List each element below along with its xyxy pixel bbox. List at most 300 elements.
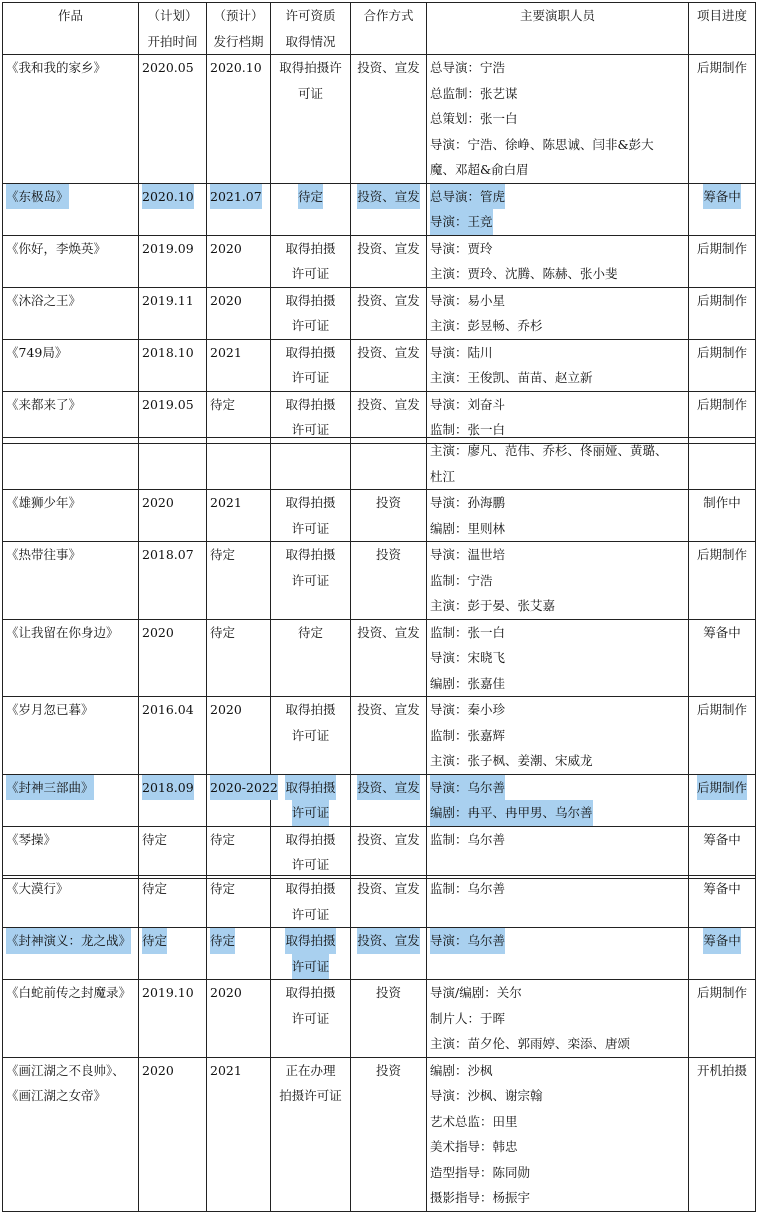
cell-mode: [351, 774, 427, 826]
cell-text: （预计）: [213, 8, 264, 23]
cell-mode: [351, 542, 427, 620]
cell-line: [271, 954, 350, 980]
cell-mode: [351, 183, 427, 235]
cell-text: 导演：沙枫、谢宗翰: [430, 1088, 543, 1103]
cell-text: 摄影指导：杨振宇: [430, 1190, 531, 1205]
cell-line: [430, 980, 688, 1006]
cell-text: 主要演职人员: [519, 8, 595, 23]
cell-text: 导演：王竞: [430, 209, 493, 235]
cell-line: [271, 827, 350, 853]
cell-text: 2020: [210, 292, 242, 308]
cell-text: 美术指导：韩忠: [430, 1139, 518, 1154]
cell-line: [271, 928, 350, 954]
cell-line: [271, 1006, 350, 1032]
cell-mode: [351, 697, 427, 775]
cell-text: 《749局》: [6, 344, 68, 360]
cell-release: [207, 697, 271, 775]
cell-license: [271, 980, 351, 1058]
cell-mode: [351, 980, 427, 1058]
cell-title: [3, 876, 139, 928]
cell-start: [139, 542, 207, 620]
cell-release: [207, 542, 271, 620]
cell-staff: [427, 490, 689, 542]
table-row: [3, 490, 756, 542]
cell-text: 导演：秦小珍: [430, 702, 506, 717]
cell-staff: [427, 55, 689, 184]
cell-line: [430, 568, 688, 594]
cell-text: 取得拍摄: [285, 240, 336, 256]
cell-text: 《大漠行》: [6, 881, 69, 896]
cell-line: [430, 1109, 688, 1135]
cell-status: [689, 542, 756, 620]
projects-table-part-2: [2, 437, 756, 879]
cell-title: [3, 619, 139, 697]
cell-line: [139, 29, 206, 55]
cell-line: [430, 723, 688, 749]
cell-text: 导演：宋晓飞: [430, 650, 506, 665]
cell-start: [139, 928, 207, 980]
cell-line: [271, 620, 350, 646]
cell-text: 投资、宣发: [357, 928, 420, 954]
cell-text: 主演：苗夕伦、郭雨婷、栾添、唐颂: [430, 1036, 631, 1051]
cell-staff: [427, 826, 689, 878]
cell-status: [689, 826, 756, 878]
cell-text: 投资、宣发: [357, 881, 420, 896]
cell-line: [430, 236, 688, 262]
cell-start: [139, 235, 207, 287]
cell-line: [430, 697, 688, 723]
cell-status: [689, 1057, 756, 1211]
cell-title: [3, 697, 139, 775]
header-license: [271, 3, 351, 55]
cell-text: 待定: [142, 881, 168, 896]
cell-text: 投资: [375, 1062, 401, 1078]
table-row: [3, 438, 756, 490]
cell-start: [139, 438, 207, 490]
cell-start: [139, 55, 207, 184]
cell-line: [271, 288, 350, 314]
cell-text: 《你好，李焕英》: [6, 240, 107, 256]
cell-text: 开机拍摄: [696, 1062, 747, 1078]
cell-text: 2020.05: [142, 60, 194, 75]
cell-text: 后期制作: [696, 344, 747, 360]
cell-status: [689, 774, 756, 826]
cell-line: [430, 928, 688, 954]
cell-text: 监制：乌尔善: [430, 881, 506, 896]
table-row: [3, 774, 756, 826]
cell-status: [689, 490, 756, 542]
cell-text: 许可证: [292, 800, 330, 826]
cell-mode: [351, 391, 427, 443]
cell-text: 魔、邓超&俞白眉: [430, 162, 529, 177]
cell-text: 许可证: [291, 422, 330, 437]
cell-line: [430, 157, 688, 183]
cell-text: 《来都来了》: [6, 396, 82, 412]
cell-license: [271, 55, 351, 184]
cell-text: 投资、宣发: [357, 344, 420, 360]
cell-text: 许可证: [291, 370, 330, 385]
cell-license: [271, 697, 351, 775]
projects-table-part-3: [2, 875, 756, 1212]
cell-line: [430, 365, 688, 391]
cell-status: [689, 876, 756, 928]
cell-line: [271, 365, 350, 391]
cell-line: [430, 876, 688, 902]
cell-line: [271, 697, 350, 723]
cell-line: [271, 392, 350, 418]
cell-text: 可证: [297, 85, 323, 101]
cell-text: 筹备中: [703, 624, 741, 640]
cell-line: [430, 1185, 688, 1211]
cell-text: 2016.04: [142, 702, 194, 717]
header-staff: [427, 3, 689, 55]
table-row: [3, 928, 756, 980]
cell-license: [271, 490, 351, 542]
cell-line: [430, 516, 688, 542]
cell-text: 2018.09: [142, 775, 194, 801]
header-mode: [351, 3, 427, 55]
cell-text: 取得情况: [285, 33, 336, 49]
cell-release: [207, 438, 271, 490]
cell-status: [689, 339, 756, 391]
cell-staff: [427, 1057, 689, 1211]
cell-text: 筹备中: [703, 881, 741, 896]
cell-text: 许可证: [291, 266, 330, 281]
table-row: [3, 55, 756, 184]
cell-title: [3, 490, 139, 542]
header-start: [139, 3, 207, 55]
cell-status: [689, 619, 756, 697]
cell-text: 筹备中: [703, 928, 741, 954]
cell-start: [139, 287, 207, 339]
cell-status: [689, 697, 756, 775]
cell-release: [207, 619, 271, 697]
cell-release: [207, 1057, 271, 1211]
cell-line: [430, 288, 688, 314]
cell-license: [271, 438, 351, 490]
cell-staff: [427, 339, 689, 391]
cell-text: 监制：乌尔善: [430, 831, 506, 847]
cell-text: 总导演：管虎: [430, 184, 505, 210]
table-row: [3, 339, 756, 391]
cell-text: 2019.10: [142, 985, 194, 1000]
cell-text: 待定: [297, 624, 323, 640]
cell-staff: [427, 619, 689, 697]
cell-text: 2021: [210, 1062, 242, 1078]
header-release: [207, 3, 271, 55]
cell-release: [207, 980, 271, 1058]
cell-text: 《白蛇前传之封魔录》: [6, 985, 132, 1000]
cell-line: [271, 1058, 350, 1084]
table-row: [3, 235, 756, 287]
cell-line: [430, 593, 688, 619]
cell-mode: [351, 619, 427, 697]
cell-staff: [427, 774, 689, 826]
cell-release: [207, 339, 271, 391]
cell-text: 后期制作: [696, 702, 747, 717]
cell-text: 待定: [298, 184, 323, 210]
cell-mode: [351, 928, 427, 980]
cell-text: 取得拍摄: [285, 881, 336, 896]
cell-text: 监制：张一白: [430, 624, 506, 640]
table-row: [3, 183, 756, 235]
cell-license: [271, 183, 351, 235]
cell-line: [271, 340, 350, 366]
cell-line: [430, 55, 688, 81]
table-row: [3, 619, 756, 697]
table-row: [3, 697, 756, 775]
cell-line: [430, 392, 688, 418]
cell-line: [430, 209, 688, 235]
header-status: [689, 3, 756, 55]
cell-text: 取得拍摄: [285, 985, 336, 1000]
cell-license: [271, 391, 351, 443]
cell-text: 主演：彭昱畅、乔杉: [430, 318, 543, 333]
cell-title: [3, 391, 139, 443]
cell-line: [430, 1031, 688, 1057]
cell-text: 编剧：冉平、冉甲男、乌尔善: [430, 800, 593, 826]
cell-line: [430, 106, 688, 132]
cell-line: [271, 81, 350, 107]
cell-release: [207, 287, 271, 339]
table-row: [3, 876, 756, 928]
cell-line: [271, 236, 350, 262]
cell-title: [3, 287, 139, 339]
cell-text: 待定: [142, 928, 167, 954]
cell-release: [207, 183, 271, 235]
cell-line: [207, 29, 270, 55]
cell-line: [351, 3, 426, 29]
cell-text: 2019.11: [142, 292, 194, 308]
cell-staff: [427, 287, 689, 339]
cell-start: [139, 391, 207, 443]
cell-text: 取得拍摄许: [279, 60, 342, 75]
cell-start: [139, 697, 207, 775]
cell-text: 待定: [210, 624, 236, 640]
cell-text: 投资、宣发: [357, 775, 420, 801]
cell-text: 2018.07: [142, 547, 194, 562]
cell-text: 导演：陆川: [430, 344, 493, 360]
cell-line: [430, 748, 688, 774]
cell-text: 2021.07: [210, 184, 262, 210]
cell-line: [430, 132, 688, 158]
cell-line: [430, 542, 688, 568]
cell-text: 项目进度: [696, 8, 747, 23]
cell-staff: [427, 183, 689, 235]
cell-line: [271, 542, 350, 568]
cell-line: [430, 775, 688, 801]
cell-license: [271, 876, 351, 928]
cell-title: [3, 55, 139, 184]
cell-line: [430, 1083, 688, 1109]
cell-line: [3, 3, 138, 29]
cell-text: 导演：乌尔善: [430, 775, 505, 801]
cell-text: 2019.09: [142, 240, 194, 256]
table-row: [3, 391, 756, 443]
cell-text: 2021: [210, 344, 242, 360]
cell-mode: [351, 490, 427, 542]
cell-text: 许可资质: [285, 8, 336, 23]
cell-text: 导演：刘奋斗: [430, 396, 506, 412]
cell-license: [271, 928, 351, 980]
cell-line: [271, 55, 350, 81]
cell-text: 《沐浴之王》: [6, 292, 82, 308]
cell-text: 主演：张子枫、姜潮、宋威龙: [430, 753, 593, 768]
cell-line: [271, 902, 350, 928]
cell-staff: [427, 391, 689, 443]
cell-line: [430, 464, 688, 490]
cell-text: 《封神演义：龙之战》: [6, 928, 131, 954]
cell-text: 许可证: [291, 520, 330, 536]
cell-start: [139, 980, 207, 1058]
header-title: [3, 3, 139, 55]
cell-line: [430, 1134, 688, 1160]
cell-text: 《画江湖之不良帅》、《画江湖之女帝》: [6, 1062, 125, 1103]
cell-text: 许可证: [291, 1010, 330, 1026]
cell-status: [689, 438, 756, 490]
cell-mode: [351, 826, 427, 878]
cell-text: 待定: [210, 928, 235, 954]
cell-text: 2020: [210, 240, 242, 256]
cell-text: 《岁月忽已暮》: [6, 702, 94, 717]
cell-line: [430, 340, 688, 366]
cell-text: 取得拍摄: [285, 292, 336, 308]
cell-text: 《封神三部曲》: [6, 775, 94, 801]
cell-text: 投资、宣发: [357, 60, 420, 75]
cell-text: 导演：温世培: [430, 547, 506, 562]
cell-text: 投资、宣发: [357, 292, 420, 308]
cell-mode: [351, 1057, 427, 1211]
cell-mode: [351, 438, 427, 490]
table-row: [3, 826, 756, 878]
cell-text: 主演：贾玲、沈腾、陈赫、张小斐: [430, 266, 618, 281]
cell-text: 编剧：里则林: [430, 520, 506, 536]
cell-line: [271, 3, 350, 29]
cell-text: 投资、宣发: [357, 240, 420, 256]
cell-text: 待定: [210, 547, 236, 562]
cell-license: [271, 542, 351, 620]
cell-text: 《雄狮少年》: [6, 495, 82, 510]
cell-status: [689, 980, 756, 1058]
cell-text: 投资: [375, 547, 401, 562]
cell-start: [139, 774, 207, 826]
cell-line: [427, 3, 688, 29]
cell-license: [271, 826, 351, 878]
cell-text: 后期制作: [696, 985, 747, 1000]
cell-text: 许可证: [291, 857, 330, 872]
cell-staff: [427, 980, 689, 1058]
cell-text: 后期制作: [696, 547, 747, 562]
cell-staff: [427, 697, 689, 775]
cell-text: 2018.10: [142, 344, 194, 360]
cell-text: 许可证: [291, 318, 330, 333]
cell-line: [271, 184, 350, 210]
cell-license: [271, 287, 351, 339]
cell-line: [271, 800, 350, 826]
cell-line: [271, 1083, 350, 1109]
cell-text: 造型指导：陈同勋: [430, 1164, 531, 1180]
cell-line: [430, 184, 688, 210]
cell-text: 许可证: [292, 954, 330, 980]
cell-text: 发行档期: [213, 33, 264, 49]
cell-text: 待定: [142, 831, 168, 847]
cell-line: [430, 800, 688, 826]
cell-text: 主演：彭于晏、张艾嘉: [430, 598, 556, 613]
cell-text: 导演/编剧：关尔: [430, 985, 522, 1000]
cell-text: 总导演：宁浩: [430, 60, 506, 75]
table-row: [3, 980, 756, 1058]
cell-license: [271, 339, 351, 391]
cell-license: [271, 235, 351, 287]
cell-text: 《让我留在你身边》: [6, 624, 119, 640]
cell-text: 制片人：于晖: [430, 1010, 506, 1026]
cell-text: 《琴操》: [6, 831, 57, 847]
cell-line: [271, 29, 350, 55]
cell-line: [271, 568, 350, 594]
cell-text: 总策划：张一白: [430, 111, 518, 126]
cell-text: 许可证: [291, 572, 330, 588]
cell-release: [207, 826, 271, 878]
cell-release: [207, 876, 271, 928]
cell-start: [139, 490, 207, 542]
cell-text: 拍摄许可证: [279, 1088, 342, 1103]
cell-text: 取得拍摄: [285, 344, 336, 360]
cell-start: [139, 876, 207, 928]
cell-text: 监制：张嘉辉: [430, 727, 506, 743]
cell-line: [430, 1006, 688, 1032]
cell-line: [430, 81, 688, 107]
cell-text: 投资: [375, 985, 401, 1000]
cell-text: 《我和我的家乡》: [6, 60, 107, 75]
cell-text: 作品: [57, 8, 83, 23]
cell-text: 取得拍摄: [285, 495, 336, 510]
cell-text: 2020: [142, 624, 174, 640]
cell-line: [271, 313, 350, 339]
cell-mode: [351, 339, 427, 391]
cell-line: [271, 723, 350, 749]
cell-text: （计划）: [147, 8, 198, 23]
cell-text: 后期制作: [696, 240, 747, 256]
cell-release: [207, 55, 271, 184]
cell-line: [430, 1160, 688, 1186]
cell-title: [3, 1057, 139, 1211]
cell-text: 制作中: [703, 495, 741, 510]
cell-release: [207, 490, 271, 542]
cell-text: 待定: [210, 831, 236, 847]
cell-text: 艺术总监：田里: [430, 1113, 518, 1129]
cell-text: 监制：宁浩: [430, 572, 493, 588]
cell-status: [689, 287, 756, 339]
header-row: [3, 3, 756, 55]
cell-text: 取得拍摄: [285, 547, 336, 562]
cell-text: 待定: [210, 881, 236, 896]
cell-text: 正在办理: [285, 1062, 336, 1078]
cell-status: [689, 55, 756, 184]
cell-staff: [427, 235, 689, 287]
cell-text: 投资、宣发: [357, 831, 420, 847]
cell-line: [271, 490, 350, 516]
cell-text: 投资、宣发: [357, 184, 420, 210]
cell-text: 待定: [210, 396, 236, 412]
cell-license: [271, 619, 351, 697]
cell-line: [430, 1058, 688, 1084]
cell-text: 合作方式: [363, 8, 414, 23]
cell-text: 导演：孙海鹏: [430, 495, 506, 510]
cell-title: [3, 542, 139, 620]
cell-text: 2019.05: [142, 396, 194, 412]
cell-status: [689, 235, 756, 287]
cell-text: 取得拍摄: [285, 702, 336, 717]
